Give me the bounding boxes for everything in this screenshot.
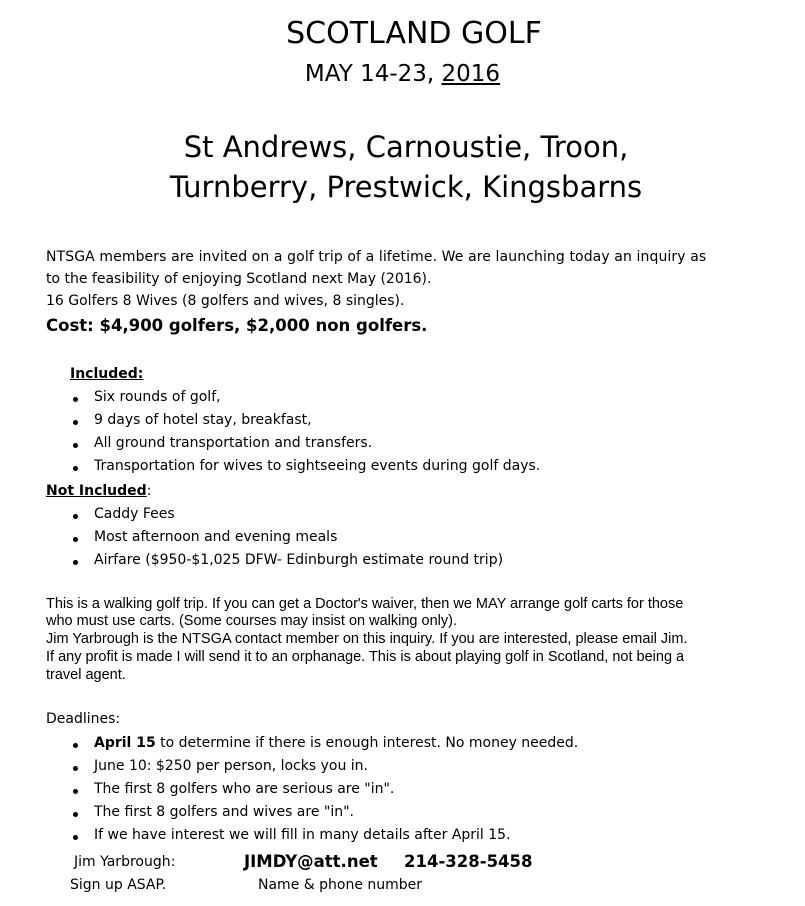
included-item-3: All ground transportation and transfers. [94, 435, 540, 458]
deadlines-heading: Deadlines: [46, 711, 121, 727]
deadline-date: April 15 [94, 735, 156, 751]
notes-line-3: Jim Yarbrough is the NTSGA contact member on this inquiry. If you are interested, please email Jim. [46, 631, 688, 647]
not-included-item-2: Most afternoon and evening meals [94, 529, 503, 552]
intro-line-3: 16 Golfers 8 Wives (8 golfers and wives, 8 singles). [46, 293, 405, 309]
included-list [94, 389, 540, 481]
deadline-item-3: The first 8 golfers who are serious are "in". [94, 781, 578, 804]
included-heading: Included: [70, 366, 144, 382]
dates-year: 2016 [441, 61, 501, 87]
cost-line: Cost: $4,900 golfers, $2,000 non golfers. [46, 316, 428, 335]
not-included-colon: : [146, 483, 152, 499]
deadlines-list [94, 735, 578, 850]
contact-name-label: Jim Yarbrough: [74, 854, 176, 870]
trip-dates [0, 61, 805, 87]
deadline-item-2: June 10: $250 per person, locks you in. [94, 758, 578, 781]
not-included-heading [46, 483, 151, 499]
deadline-item-4: The first 8 golfers and wives are "in". [94, 804, 578, 827]
not-included-item-1: Caddy Fees [94, 506, 503, 529]
notes-line-4: If any profit is made I will send it to an orphanage. This is about playing golf in Scotland, not being a [46, 649, 685, 665]
included-item-1: Six rounds of golf, [94, 389, 540, 412]
deadline-item-5: If we have interest we will fill in many details after April 15. [94, 827, 578, 850]
name-phone-note: Name & phone number [258, 877, 423, 893]
not-included-label: Not Included [46, 483, 147, 499]
notes-line-1: This is a walking golf trip. If you can get a Doctor's waiver, then we MAY arrange golf carts for those [46, 596, 684, 612]
included-item-4: Transportation for wives to sightseeing events during golf days. [94, 458, 540, 481]
deadline-item-1 [94, 735, 578, 758]
intro-line-1: NTSGA members are invited on a golf trip of a lifetime. We are launching today an inquiry as [46, 249, 707, 265]
courses-line-2: Turnberry, Prestwick, Kingsbarns [169, 170, 643, 204]
notes-line-2: who must use carts. (Some courses may insist on walking only). [46, 613, 457, 629]
page-title: SCOTLAND GOLF [286, 16, 542, 51]
intro-line-2: to the feasibility of enjoying Scotland next May (2016). [46, 271, 432, 287]
notes-line-5: travel agent. [46, 667, 126, 683]
dates-prefix: MAY 14-23, [304, 61, 442, 87]
contact-phone: 214-328-5458 [404, 852, 533, 871]
courses-line-1: St Andrews, Carnoustie, Troon, [183, 130, 629, 164]
included-item-2: 9 days of hotel stay, breakfast, [94, 412, 540, 435]
contact-email: JIMDY@att.net [244, 852, 378, 871]
not-included-item-3: Airfare ($950-$1,025 DFW- Edinburgh estimate round trip) [94, 552, 503, 575]
signup-note: Sign up ASAP. [70, 877, 167, 893]
deadline-item-1-text: to determine if there is enough interest. No money needed. [155, 735, 579, 751]
not-included-list [94, 506, 503, 575]
